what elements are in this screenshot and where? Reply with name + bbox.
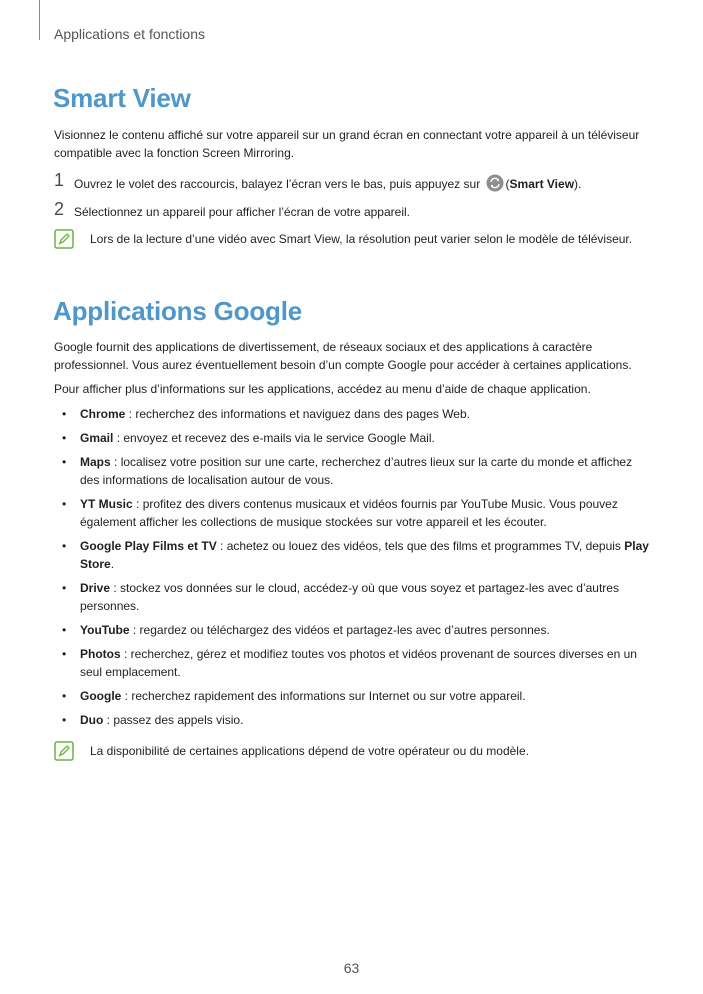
list-item-yt-music: • YT Music : profitez des divers contenus musicaux et vidéos fournis par YouTube Music. Vous pouvez également afficher les collections de musique stockées sur votre appareil et les écouter. bbox=[62, 497, 618, 529]
google-apps-intro: Google fournit des applications de divertissement, de réseaux sociaux et des applications à caractère professionnel. Vous aurez éventuellement besoin d’un compte Google pour accéder à certaines applications. bbox=[54, 340, 632, 372]
page-number: 63 bbox=[343, 960, 360, 976]
app-name: Chrome bbox=[80, 407, 126, 421]
note-pen-icon bbox=[54, 741, 74, 766]
list-item-duo: • Duo : passez des appels visio. bbox=[62, 713, 244, 727]
app-name: Photos bbox=[80, 647, 121, 661]
app-name: Google bbox=[80, 689, 122, 703]
app-name: Gmail bbox=[80, 431, 114, 445]
google-apps-list bbox=[54, 405, 654, 735]
list-item-gmail: • Gmail : envoyez et recevez des e-mails via le service Google Mail. bbox=[62, 431, 435, 445]
list-item-google: • Google : recherchez rapidement des informations sur Internet ou sur votre appareil. bbox=[62, 689, 526, 703]
step-text: Ouvrez le volet des raccourcis, balayez l’écran vers le bas, puis appuyez sur (Smart View). bbox=[74, 174, 581, 197]
step-text: Sélectionnez un appareil pour afficher l’écran de votre appareil. bbox=[74, 205, 410, 219]
app-name: YT Music bbox=[80, 497, 133, 511]
google-apps-intro2: Pour afficher plus d’informations sur les applications, accédez au menu d’aide de chaque application. bbox=[54, 382, 591, 396]
note-text: Lors de la lecture d’une vidéo avec Smart View, la résolution peut varier selon le modèle de téléviseur. bbox=[90, 232, 633, 246]
smart-view-title: Smart View bbox=[53, 83, 191, 113]
smart-view-intro: Visionnez le contenu affiché sur votre appareil sur un grand écran en connectant votre appareil à un téléviseur compatible avec la fonction Screen Mirroring. bbox=[54, 128, 640, 160]
app-name: YouTube bbox=[80, 623, 130, 637]
step-number: 1 bbox=[54, 170, 65, 190]
section-header: Applications et fonctions bbox=[54, 26, 205, 42]
note-pen-icon bbox=[54, 229, 74, 254]
app-name: Google Play Films et TV bbox=[80, 539, 217, 553]
list-item-play-films: • Google Play Films et TV : achetez ou louez des vidéos, tels que des films et programmes TV, depuis Play Store. bbox=[62, 539, 649, 571]
app-name: Maps bbox=[80, 455, 111, 469]
smart-view-icon bbox=[486, 174, 504, 197]
list-item-maps: • Maps : localisez votre position sur une carte, recherchez d’autres lieux sur la carte du monde et affichez des informations de localisation autour de vous. bbox=[62, 455, 633, 487]
app-name: Duo bbox=[80, 713, 104, 727]
list-item-drive: • Drive : stockez vos données sur le cloud, accédez-y où que vous soyez et partagez-les avec d’autres personnes. bbox=[62, 581, 619, 613]
app-name: Drive bbox=[80, 581, 111, 595]
note-text: La disponibilité de certaines applications dépend de votre opérateur ou du modèle. bbox=[90, 744, 529, 758]
list-item-chrome: • Chrome : recherchez des informations et naviguez dans des pages Web. bbox=[62, 407, 470, 421]
google-apps-title: Applications Google bbox=[53, 296, 302, 326]
step-number: 2 bbox=[54, 199, 65, 219]
header-divider bbox=[39, 0, 40, 40]
list-item-photos: • Photos : recherchez, gérez et modifiez toutes vos photos et vidéos provenant de sources diverses en un seul emplacement. bbox=[62, 647, 637, 679]
list-item-youtube: • YouTube : regardez ou téléchargez des vidéos et partagez-les avec d’autres personnes. bbox=[62, 623, 550, 637]
